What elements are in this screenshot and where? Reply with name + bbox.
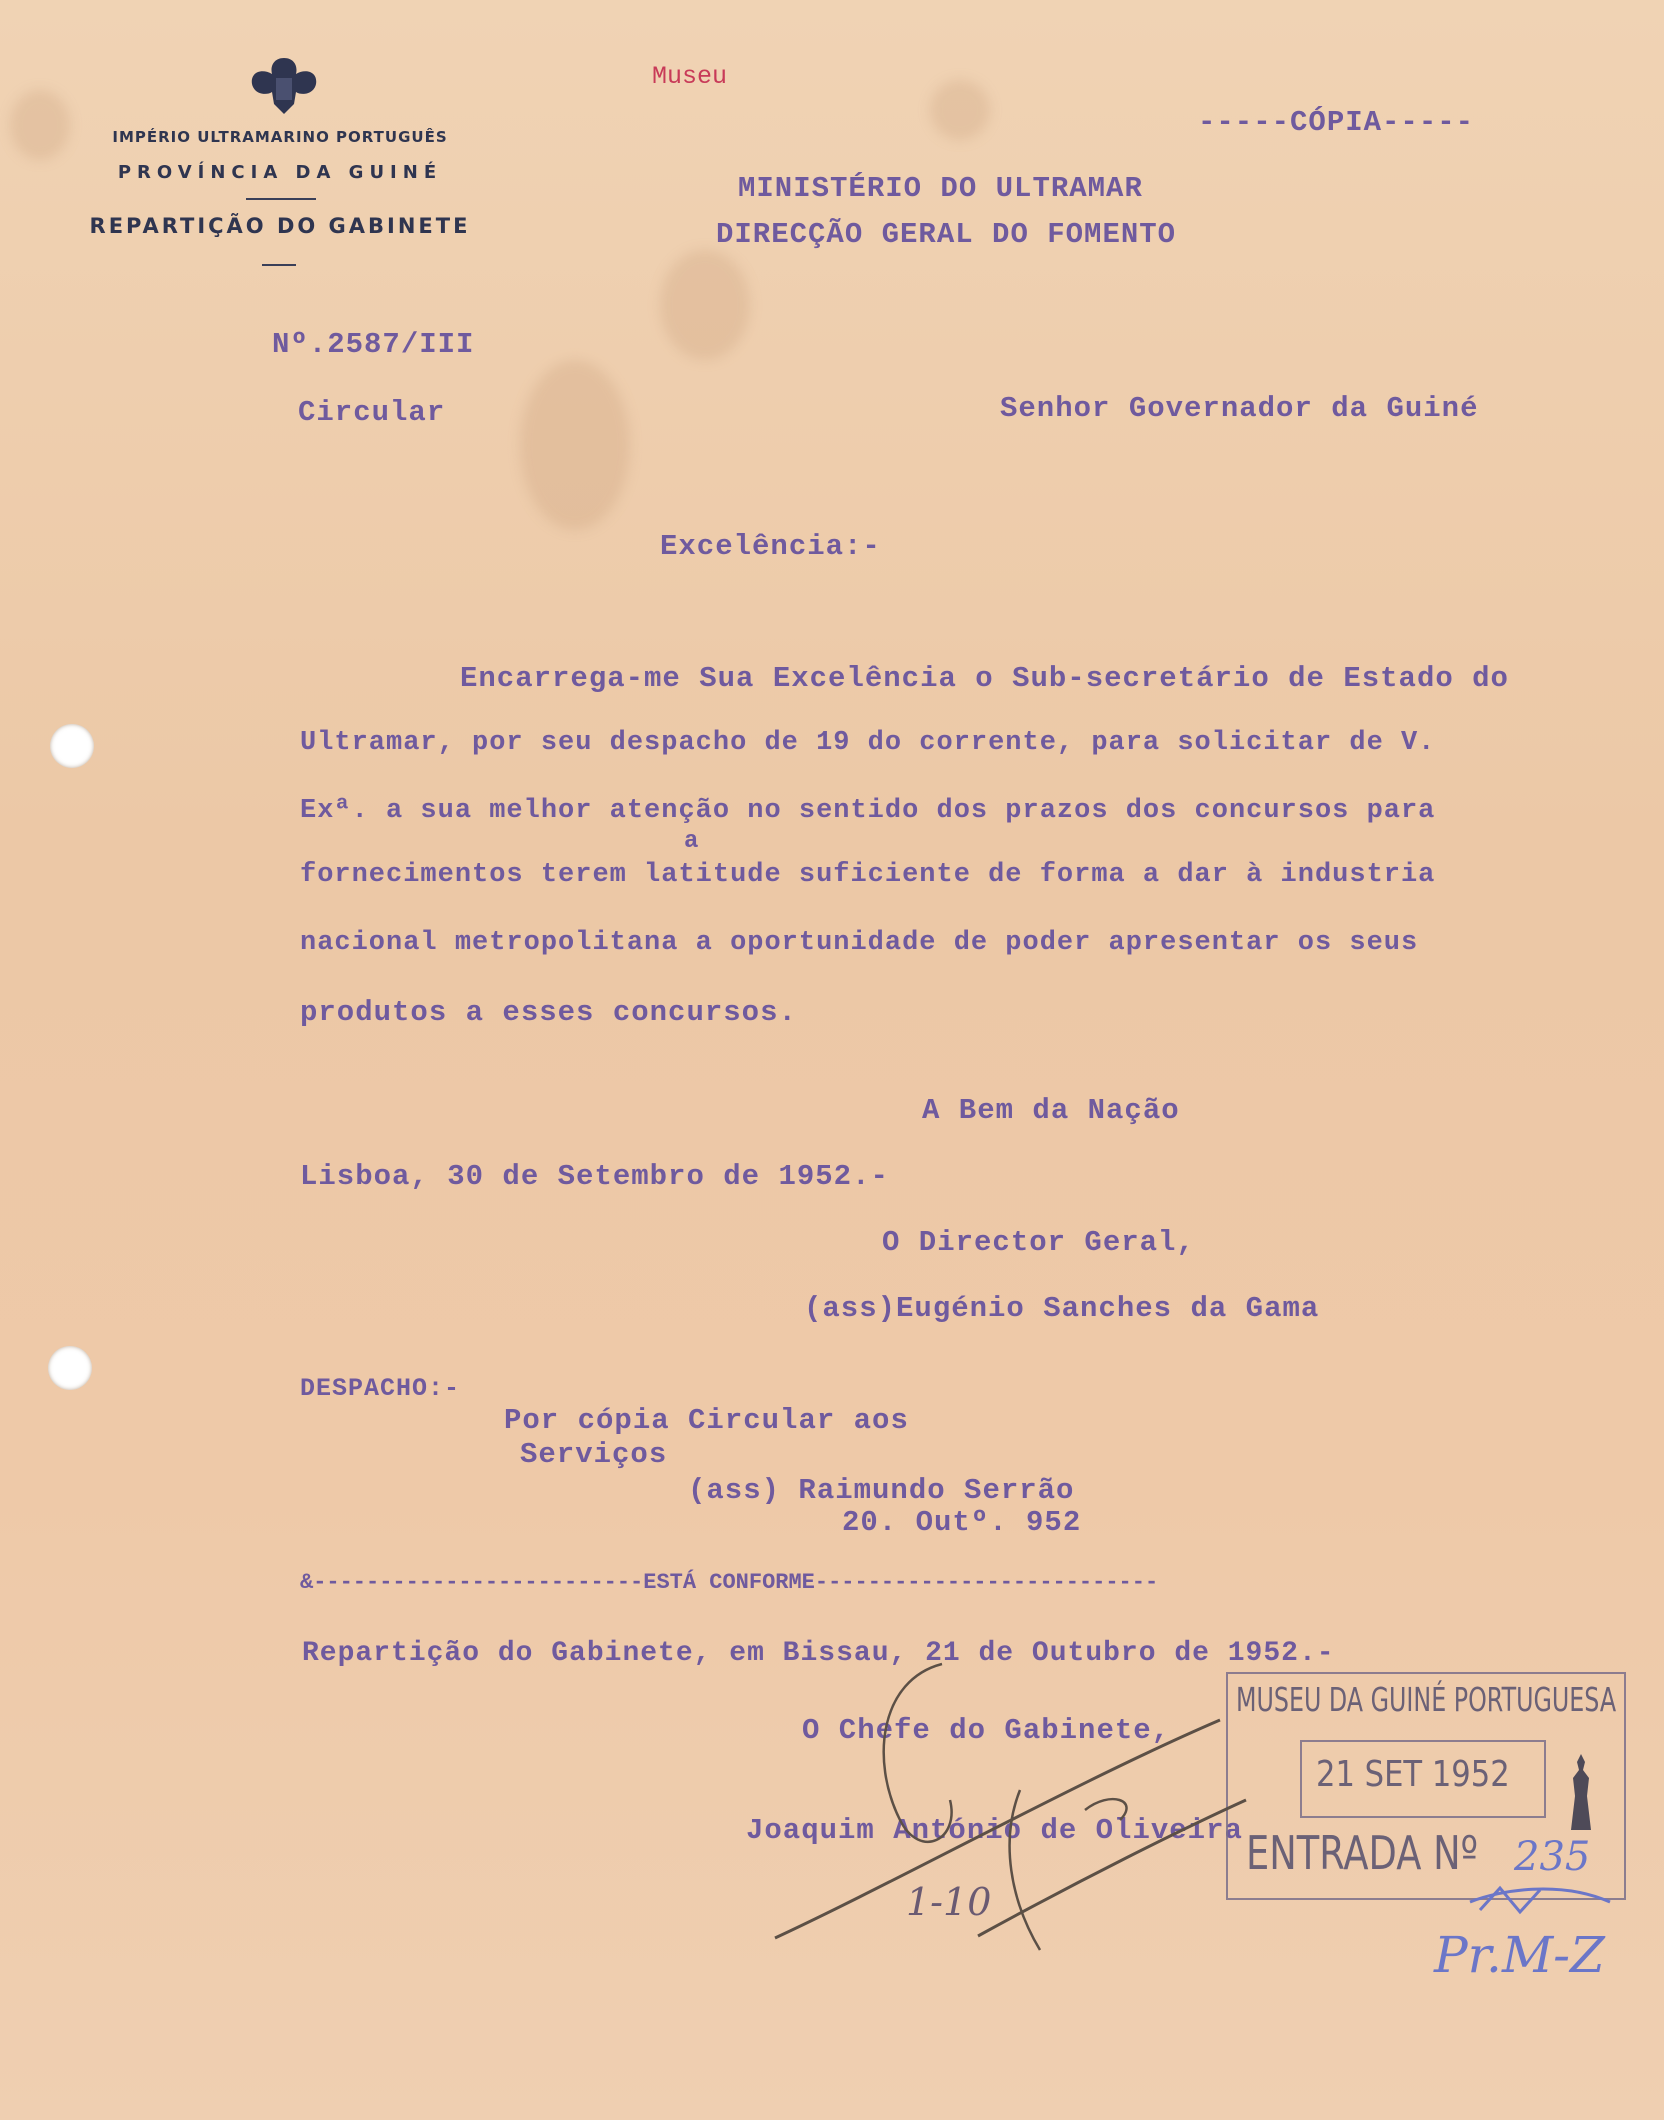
- chief-name: Joaquim António de Oliveira: [746, 1814, 1243, 1847]
- repartition-line: Repartição do Gabinete, em Bissau, 21 de Outubro de 1952.-: [302, 1638, 1335, 1669]
- body-line: Encarrega-me Sua Excelência o Sub-secretário de Estado do: [460, 662, 1509, 695]
- handwritten-note: Pr.M-Z: [1434, 1926, 1605, 1984]
- conforme-line: &-------------------------ESTÁ CONFORME--------------------------: [300, 1570, 1159, 1595]
- signatory-name: (ass)Eugénio Sanches da Gama: [804, 1292, 1320, 1325]
- reference-number: Nº.2587/III: [272, 328, 475, 361]
- despacho-signed: (ass) Raimundo Serrão: [688, 1474, 1075, 1507]
- closing: A Bem da Nação: [922, 1094, 1180, 1127]
- body-line: Exª. a sua melhor atenção no sentido dos prazos dos concursos para: [300, 796, 1436, 826]
- document-type: Circular: [298, 396, 446, 429]
- copy-mark: -----CÓPIA-----: [1198, 106, 1475, 139]
- body-line: produtos a esses concursos.: [300, 996, 797, 1029]
- signatory-title: O Director Geral,: [882, 1226, 1195, 1259]
- stamp-date: 21 SET 1952: [1316, 1754, 1510, 1795]
- museum-note: Museu: [652, 62, 728, 91]
- body-insert: a: [684, 828, 700, 855]
- stamp-museum-name: MUSEU DA GUINÉ PORTUGUESA: [1236, 1680, 1617, 1719]
- letterhead-empire: IMPÉRIO ULTRAMARINO PORTUGUÊS: [112, 128, 448, 146]
- despacho-line: Serviços: [520, 1438, 668, 1471]
- handwritten-numbers: 1-10: [906, 1880, 992, 1924]
- salutation: Excelência:-: [660, 530, 881, 563]
- place-date: Lisboa, 30 de Setembro de 1952.-: [300, 1160, 889, 1193]
- despacho-line: Por cópia Circular aos: [504, 1404, 909, 1437]
- despacho-label: DESPACHO:-: [300, 1374, 461, 1403]
- body-line: fornecimentos terem latitude suficiente de forma a dar à industria: [300, 860, 1436, 890]
- letterhead-province: PROVÍNCIA DA GUINÉ: [117, 162, 443, 183]
- stamp-entry-label: ENTRADA Nº: [1246, 1826, 1478, 1880]
- chief-title: O Chefe do Gabinete,: [802, 1714, 1171, 1747]
- addressee: Senhor Governador da Guiné: [1000, 392, 1479, 425]
- body-line: Ultramar, por seu despacho de 19 do corrente, para solicitar de V.: [300, 728, 1436, 758]
- despacho-date: 20. Outº. 952: [842, 1506, 1082, 1539]
- ministry-directorate: DIRECÇÃO GERAL DO FOMENTO: [716, 218, 1177, 251]
- letterhead-department: REPARTIÇÃO DO GABINETE: [89, 214, 471, 238]
- ministry-name: MINISTÉRIO DO ULTRAMAR: [738, 172, 1143, 205]
- stamp-entry-number: 235: [1514, 1834, 1591, 1880]
- body-line: nacional metropolitana a oportunidade de poder apresentar os seus: [300, 928, 1419, 958]
